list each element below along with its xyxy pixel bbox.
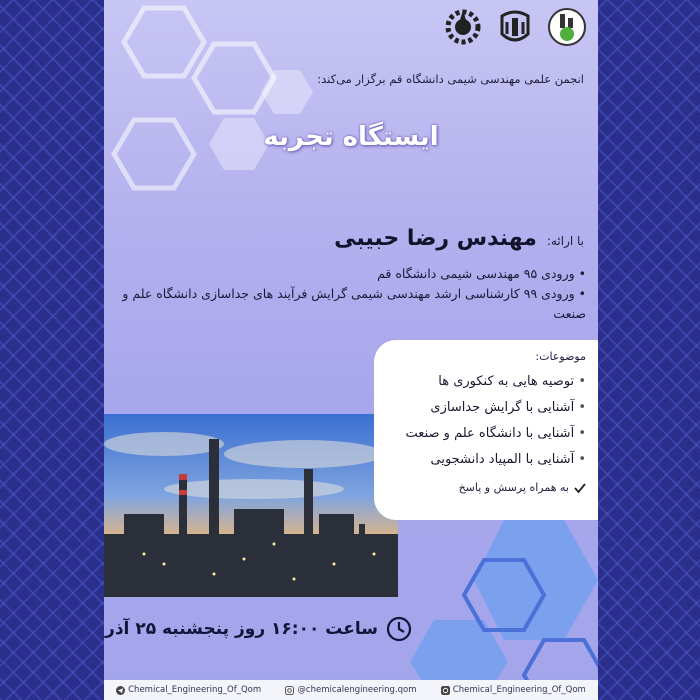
qa-text: به همراه پرسش و پاسخ xyxy=(458,481,569,494)
society-logo-icon xyxy=(546,6,588,48)
footer xyxy=(104,680,598,700)
poster xyxy=(104,0,598,700)
footer-eitaa[interactable] xyxy=(441,685,586,695)
presenter-name: مهندس رضا حبیبی xyxy=(334,226,537,251)
footer-telegram[interactable] xyxy=(116,685,261,695)
engineering-gear-logo-icon xyxy=(442,6,484,48)
presenter-label: با ارائه: xyxy=(546,234,584,248)
bio-item: • ورودی ۹۵ مهندسی شیمی دانشگاه قم xyxy=(114,264,586,284)
logos xyxy=(442,6,588,48)
topics-card xyxy=(374,340,598,520)
event-time xyxy=(105,616,412,642)
telegram-handle: Chemical_Engineering_Of_Qom xyxy=(128,685,262,695)
topics-heading: موضوعات: xyxy=(535,350,586,363)
clock-icon xyxy=(386,616,412,642)
topic-item: • توصیه هایی به کنکوری ها xyxy=(382,369,586,395)
qa-note xyxy=(382,481,586,494)
time-text: ساعت ۱۶:۰۰ روز پنجشنبه ۲۵ آذر xyxy=(105,619,378,639)
eitaa-icon xyxy=(441,686,450,695)
eitaa-handle: Chemical_Engineering_Of_Qom xyxy=(452,685,586,695)
check-icon xyxy=(574,482,586,494)
telegram-icon xyxy=(116,686,125,695)
presenter xyxy=(334,226,584,251)
instagram-icon xyxy=(285,686,294,695)
presenter-bio xyxy=(114,264,586,324)
bio-item: • ورودی ۹۹ کارشناسی ارشد مهندسی شیمی گرایش فرآیند های جداسازی دانشگاه علم و صنعت xyxy=(114,284,586,324)
refinery-photo xyxy=(104,414,398,597)
organizer-text: انجمن علمی مهندسی شیمی دانشگاه قم برگزار می‌کند: xyxy=(317,72,584,86)
topic-item: • آشنایی با گرایش جداسازی xyxy=(382,395,586,421)
university-logo-icon xyxy=(494,6,536,48)
footer-instagram[interactable] xyxy=(285,685,416,695)
event-title: ایستگاه تجربه xyxy=(263,122,439,152)
instagram-handle: @chemicalengineering.qom xyxy=(297,685,417,695)
topic-item: • آشنایی با المپیاد دانشجویی xyxy=(382,447,586,473)
topic-item: • آشنایی با دانشگاه علم و صنعت xyxy=(382,421,586,447)
